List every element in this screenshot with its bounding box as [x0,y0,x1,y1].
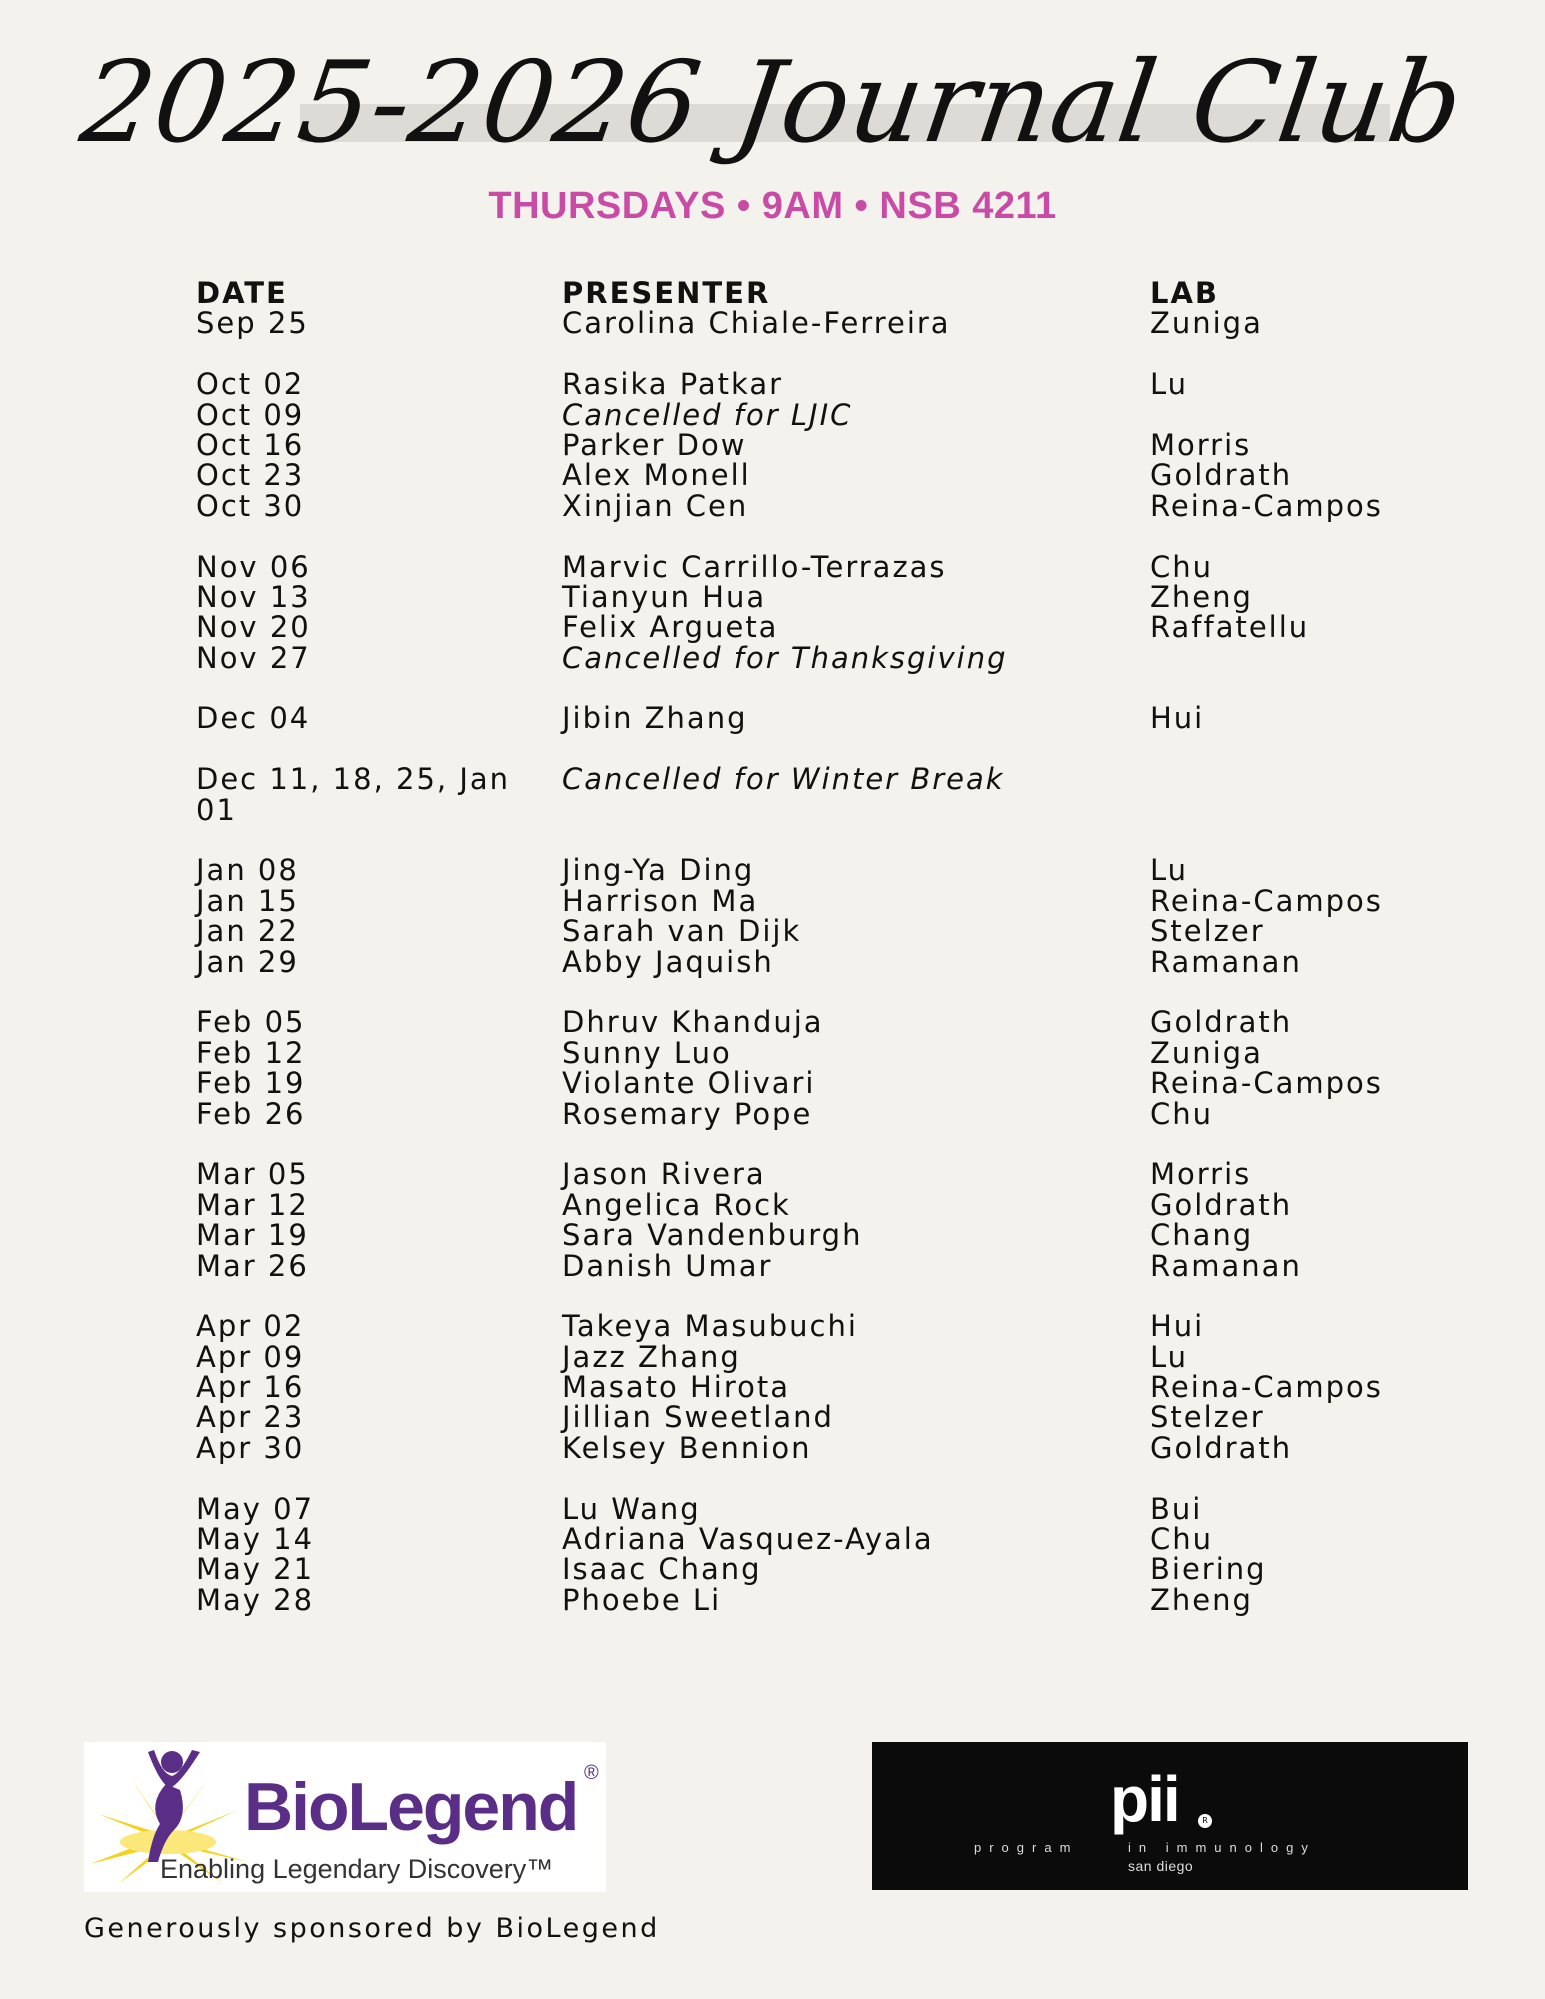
schedule-row [0,883,1545,918]
schedule-row [0,1582,1545,1617]
schedule-lab: Goldrath [1150,1005,1293,1040]
schedule-lab: Zheng [1150,1582,1253,1617]
schedule-date: May 07 [196,1491,315,1526]
schedule-row [0,1522,1545,1557]
schedule-lab: Morris [1150,427,1252,462]
schedule-row [0,427,1545,462]
schedule-lab: Lu [1150,853,1189,888]
schedule-lab: Lu [1150,367,1189,402]
schedule-presenter: Cancelled for LJIC [562,397,853,432]
schedule-date: Mar 12 [196,1187,309,1222]
schedule-lab: Goldrath [1150,1187,1293,1222]
schedule-header-row [0,278,1545,308]
schedule-date: May 14 [196,1522,315,1557]
schedule-presenter: Sara Vandenburgh [562,1218,863,1253]
schedule-date: Jan 29 [196,944,299,979]
schedule-date: Oct 09 [196,397,305,432]
schedule-date: Apr 16 [196,1370,305,1405]
schedule-row [0,1370,1545,1405]
schedule-row [0,1491,1545,1526]
schedule-presenter: Carolina Chiale-Ferreira [562,306,951,341]
schedule-lab: Raffatellu [1150,610,1310,645]
schedule-date: Feb 19 [196,1066,306,1101]
schedule-presenter: Sunny Luo [562,1035,732,1070]
schedule-presenter: Masato Hirota [562,1370,791,1405]
schedule-presenter: Phoebe Li [562,1582,722,1617]
sponsor-text: Generously sponsored by BioLegend [84,1913,660,1944]
schedule-date: Apr 02 [196,1309,305,1344]
schedule-date: Mar 26 [196,1248,309,1283]
schedule-presenter: Takeya Masubuchi [562,1309,858,1344]
schedule-date: Oct 02 [196,367,305,402]
schedule-row [0,764,1545,825]
schedule-row [0,640,1545,675]
schedule-lab: Stelzer [1150,914,1265,949]
schedule-row [0,1005,1545,1040]
schedule-lab: Zheng [1150,579,1253,614]
biolegend-tagline: Enabling Legendary Discovery™ [160,1854,554,1884]
schedule-row [0,701,1545,736]
registered-mark: ® [584,1762,599,1784]
schedule-presenter: Cancelled for Winter Break [562,762,1005,797]
schedule-subtitle: THURSDAYS • 9AM • NSB 4211 [488,185,1057,227]
schedule-date: Nov 20 [196,610,311,645]
schedule-presenter: Abby Jaquish [562,944,774,979]
schedule-row [0,1096,1545,1131]
schedule-presenter: Kelsey Bennion [562,1430,812,1465]
schedule-lab: Reina-Campos [1150,883,1383,918]
pii-line-right: in immunology [1128,1840,1316,1855]
schedule-lab: Goldrath [1150,458,1293,493]
schedule-lab: Stelzer [1150,1400,1265,1435]
pii-registered-mark: R [1198,1814,1212,1828]
schedule-date: Oct 23 [196,458,305,493]
schedule-lab: Chu [1150,1096,1214,1131]
column-header-presenter: PRESENTER [562,276,771,310]
schedule-row [0,579,1545,614]
schedule-presenter: Jing-Ya Ding [562,853,755,888]
schedule-lab: Reina-Campos [1150,488,1383,523]
schedule-row [0,1035,1545,1070]
schedule-lab: Zuniga [1150,306,1263,341]
schedule-date: Nov 13 [196,579,311,614]
schedule-presenter: Jillian Sweetland [562,1400,834,1435]
schedule-presenter: Alex Monell [562,458,751,493]
schedule-row [0,1218,1545,1253]
schedule-presenter: Tianyun Hua [562,579,767,614]
schedule-row [0,914,1545,949]
schedule-presenter: Jibin Zhang [562,701,748,736]
schedule-row [0,1400,1545,1435]
schedule-presenter: Felix Argueta [562,610,779,645]
schedule-date: Feb 12 [196,1035,306,1070]
schedule-row [0,853,1545,888]
title-area [0,20,1545,200]
schedule-presenter: Rasika Patkar [562,367,784,402]
schedule-lab: Hui [1150,1309,1205,1344]
schedule-presenter: Angelica Rock [562,1187,791,1222]
schedule-row [0,1157,1545,1192]
schedule-row [0,397,1545,432]
schedule-presenter: Dhruv Khanduja [562,1005,824,1040]
schedule-presenter: Jazz Zhang [562,1339,741,1374]
schedule-lab: Ramanan [1150,944,1302,979]
schedule-lab: Reina-Campos [1150,1370,1383,1405]
schedule-presenter: Danish Umar [562,1248,773,1283]
schedule-date: Apr 30 [196,1430,305,1465]
schedule-date: Jan 08 [196,853,299,888]
schedule-date: Apr 09 [196,1339,305,1374]
schedule-presenter: Jason Rivera [562,1157,766,1192]
schedule-date: Dec 11, 18, 25, Jan 01 [196,762,511,827]
program-in-immunology-logo [872,1742,1468,1890]
schedule-presenter: Lu Wang [562,1491,701,1526]
schedule-lab: Hui [1150,701,1205,736]
schedule-date: Mar 19 [196,1218,309,1253]
schedule-lab: Biering [1150,1552,1267,1587]
schedule-date: Nov 06 [196,549,311,584]
schedule-lab: Chu [1150,549,1214,584]
schedule-date: Jan 22 [196,914,299,949]
schedule-lab: Goldrath [1150,1430,1293,1465]
pii-wordmark: pii [1110,1763,1179,1835]
schedule-row [0,1187,1545,1222]
schedule-presenter: Cancelled for Thanksgiving [562,640,1008,675]
schedule-presenter: Violante Olivari [562,1066,816,1101]
schedule-date: Feb 26 [196,1096,306,1131]
schedule-table [0,278,1545,1615]
column-header-date: DATE [196,276,288,310]
schedule-presenter: Sarah van Dijk [562,914,802,949]
page-title: 2025-2026 Journal Club [73,38,1472,168]
schedule-row [0,1066,1545,1101]
schedule-presenter: Rosemary Pope [562,1096,813,1131]
biolegend-logo [84,1742,606,1892]
schedule-date: Sep 25 [196,306,309,341]
schedule-date: Mar 05 [196,1157,309,1192]
schedule-date: Jan 15 [196,883,299,918]
schedule-lab: Chang [1150,1218,1254,1253]
schedule-row [0,1309,1545,1344]
schedule-lab: Ramanan [1150,1248,1302,1283]
schedule-row [0,1248,1545,1283]
schedule-date: Apr 23 [196,1400,305,1435]
schedule-date: Feb 05 [196,1005,306,1040]
schedule-lab: Zuniga [1150,1035,1263,1070]
schedule-row [0,367,1545,402]
schedule-presenter: Adriana Vasquez-Ayala [562,1522,934,1557]
schedule-row [0,1552,1545,1587]
schedule-row [0,1339,1545,1374]
schedule-row [0,488,1545,523]
schedule-presenter: Isaac Chang [562,1552,762,1587]
pii-subline: san diego [1128,1858,1194,1874]
schedule-lab: Morris [1150,1157,1252,1192]
column-header-lab: LAB [1150,276,1220,310]
schedule-date: Oct 16 [196,427,305,462]
schedule-date: Oct 30 [196,488,305,523]
schedule-lab: Bui [1150,1491,1203,1526]
schedule-date: May 28 [196,1582,315,1617]
schedule-presenter: Marvic Carrillo-Terrazas [562,549,947,584]
schedule-row [0,458,1545,493]
pii-line-left: program [974,1840,1079,1855]
schedule-row [0,610,1545,645]
schedule-row [0,306,1545,341]
schedule-row [0,1430,1545,1465]
schedule-date: Dec 04 [196,701,311,736]
schedule-lab: Chu [1150,1522,1214,1557]
schedule-lab: Lu [1150,1339,1189,1374]
schedule-presenter: Parker Dow [562,427,747,462]
schedule-lab: Reina-Campos [1150,1066,1383,1101]
schedule-date: Nov 27 [196,640,311,675]
schedule-row [0,944,1545,979]
schedule-presenter: Harrison Ma [562,883,759,918]
schedule-presenter: Xinjian Cen [562,488,749,523]
biolegend-wordmark: BioLegend [244,1769,578,1845]
schedule-date: May 21 [196,1552,315,1587]
schedule-row [0,549,1545,584]
